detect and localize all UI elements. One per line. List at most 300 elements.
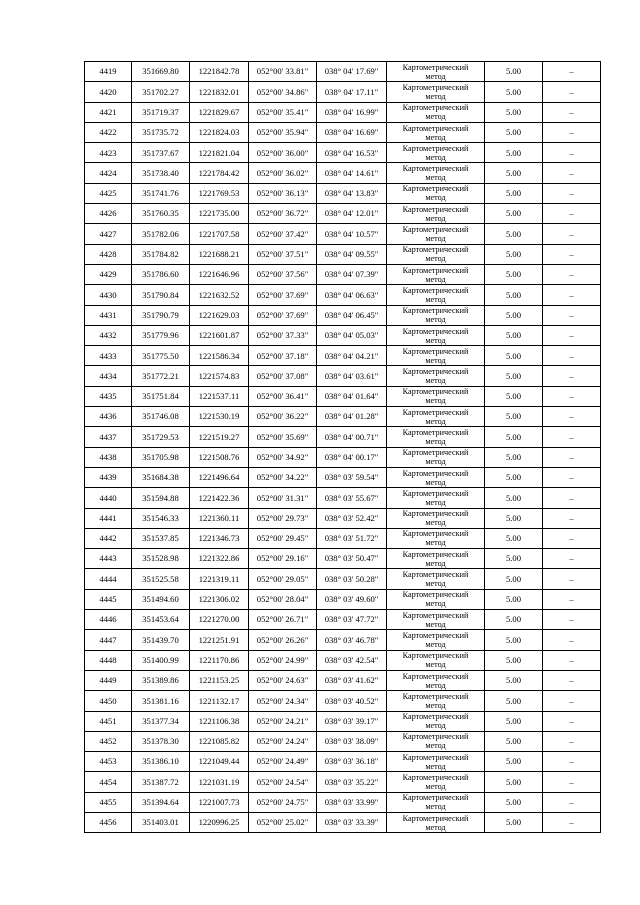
accuracy-cell: 5.00 (485, 610, 543, 630)
method-cell (387, 366, 485, 386)
method-line: метод (425, 761, 446, 771)
point-number-cell: 4426 (85, 204, 132, 224)
longitude-cell: 038° 03' 46.78" (317, 630, 387, 650)
point-number-cell: 4427 (85, 224, 132, 244)
method-cell (387, 143, 485, 163)
x-coordinate-cell: 351772.21 (132, 366, 190, 386)
method-line: метод (425, 274, 446, 284)
table-row (85, 610, 601, 630)
accuracy-cell: 5.00 (485, 549, 543, 569)
point-number-cell: 4424 (85, 163, 132, 183)
point-number-cell: 4425 (85, 183, 132, 203)
longitude-cell: 038° 04' 16.53" (317, 143, 387, 163)
method-line: метод (425, 71, 446, 81)
table-row (85, 528, 601, 548)
y-coordinate-cell: 1221842.78 (190, 62, 249, 82)
method-line: метод (425, 213, 446, 223)
method-line: Картометрический (402, 245, 469, 255)
latitude-cell: 052°00' 24.54" (249, 772, 317, 792)
y-coordinate-cell: 1221422.36 (190, 488, 249, 508)
method-line: метод (425, 376, 446, 386)
longitude-cell: 038° 03' 39.17" (317, 711, 387, 731)
point-number-cell: 4453 (85, 752, 132, 772)
method-line: метод (425, 741, 446, 751)
x-coordinate-cell: 351719.37 (132, 102, 190, 122)
table-row (85, 650, 601, 670)
latitude-cell: 052°00' 28.04" (249, 589, 317, 609)
x-coordinate-cell: 351790.84 (132, 285, 190, 305)
longitude-cell: 038° 04' 09.55" (317, 244, 387, 264)
longitude-cell: 038° 04' 14.61" (317, 163, 387, 183)
accuracy-cell: 5.00 (485, 467, 543, 487)
longitude-cell: 038° 03' 33.39" (317, 812, 387, 832)
method-line: метод (425, 91, 446, 101)
method-cell (387, 508, 485, 528)
x-coordinate-cell: 351786.60 (132, 264, 190, 284)
table-row (85, 467, 601, 487)
method-line: метод (425, 579, 446, 589)
longitude-cell: 038° 04' 16.99" (317, 102, 387, 122)
x-coordinate-cell: 351400.99 (132, 650, 190, 670)
y-coordinate-cell: 1221007.73 (190, 792, 249, 812)
accuracy-cell: 5.00 (485, 589, 543, 609)
coordinates-table (84, 61, 601, 833)
note-cell: – (543, 752, 601, 772)
point-number-cell: 4437 (85, 427, 132, 447)
method-line: метод (425, 112, 446, 122)
longitude-cell: 038° 03' 42.54" (317, 650, 387, 670)
point-number-cell: 4430 (85, 285, 132, 305)
method-cell (387, 427, 485, 447)
note-cell: – (543, 589, 601, 609)
method-line: метод (425, 436, 446, 446)
method-line: метод (425, 619, 446, 629)
x-coordinate-cell: 351738.40 (132, 163, 190, 183)
note-cell: – (543, 447, 601, 467)
latitude-cell: 052°00' 35.69" (249, 427, 317, 447)
latitude-cell: 052°00' 29.73" (249, 508, 317, 528)
accuracy-cell: 5.00 (485, 488, 543, 508)
x-coordinate-cell: 351737.67 (132, 143, 190, 163)
latitude-cell: 052°00' 24.24" (249, 731, 317, 751)
table-row (85, 82, 601, 102)
note-cell: – (543, 772, 601, 792)
method-line: Картометрический (402, 346, 469, 356)
table-row (85, 244, 601, 264)
note-cell: – (543, 630, 601, 650)
note-cell: – (543, 792, 601, 812)
y-coordinate-cell: 1221153.25 (190, 670, 249, 690)
x-coordinate-cell: 351669.80 (132, 62, 190, 82)
latitude-cell: 052°00' 37.56" (249, 264, 317, 284)
table-row (85, 407, 601, 427)
note-cell: – (543, 285, 601, 305)
method-line: метод (425, 132, 446, 142)
note-cell: – (543, 549, 601, 569)
note-cell: – (543, 528, 601, 548)
method-cell (387, 325, 485, 345)
method-cell (387, 528, 485, 548)
method-line: Картометрический (402, 793, 469, 803)
accuracy-cell: 5.00 (485, 325, 543, 345)
y-coordinate-cell: 1221829.67 (190, 102, 249, 122)
y-coordinate-cell: 1221306.02 (190, 589, 249, 609)
accuracy-cell: 5.00 (485, 305, 543, 325)
method-cell (387, 549, 485, 569)
method-line: метод (425, 599, 446, 609)
method-line: Картометрический (402, 549, 469, 559)
latitude-cell: 052°00' 37.69" (249, 285, 317, 305)
accuracy-cell: 5.00 (485, 650, 543, 670)
note-cell: – (543, 427, 601, 447)
point-number-cell: 4440 (85, 488, 132, 508)
method-line: Картометрический (402, 529, 469, 539)
note-cell: – (543, 204, 601, 224)
note-cell: – (543, 670, 601, 690)
method-line: Картометрический (402, 488, 469, 498)
table-row (85, 569, 601, 589)
x-coordinate-cell: 351381.16 (132, 691, 190, 711)
longitude-cell: 038° 03' 47.72" (317, 610, 387, 630)
accuracy-cell: 5.00 (485, 427, 543, 447)
point-number-cell: 4429 (85, 264, 132, 284)
note-cell: – (543, 264, 601, 284)
note-cell: – (543, 183, 601, 203)
point-number-cell: 4438 (85, 447, 132, 467)
table-row (85, 224, 601, 244)
x-coordinate-cell: 351790.79 (132, 305, 190, 325)
method-cell (387, 447, 485, 467)
latitude-cell: 052°00' 25.02" (249, 812, 317, 832)
y-coordinate-cell: 1221646.96 (190, 264, 249, 284)
point-number-cell: 4433 (85, 346, 132, 366)
y-coordinate-cell: 1221832.01 (190, 82, 249, 102)
note-cell: – (543, 812, 601, 832)
method-line: метод (425, 558, 446, 568)
point-number-cell: 4428 (85, 244, 132, 264)
longitude-cell: 038° 04' 03.61" (317, 366, 387, 386)
method-line: Картометрический (402, 326, 469, 336)
y-coordinate-cell: 1221769.53 (190, 183, 249, 203)
latitude-cell: 052°00' 36.00" (249, 143, 317, 163)
method-cell (387, 731, 485, 751)
method-line: метод (425, 173, 446, 183)
longitude-cell: 038° 03' 49.60" (317, 589, 387, 609)
method-line: метод (425, 457, 446, 467)
method-cell (387, 610, 485, 630)
method-line: Картометрический (402, 813, 469, 823)
accuracy-cell: 5.00 (485, 62, 543, 82)
longitude-cell: 038° 04' 17.11" (317, 82, 387, 102)
table-row (85, 508, 601, 528)
method-line: Картометрический (402, 630, 469, 640)
table-row (85, 163, 601, 183)
method-cell (387, 467, 485, 487)
note-cell: – (543, 163, 601, 183)
longitude-cell: 038° 04' 01.28" (317, 407, 387, 427)
accuracy-cell: 5.00 (485, 752, 543, 772)
longitude-cell: 038° 04' 00.71" (317, 427, 387, 447)
y-coordinate-cell: 1221270.00 (190, 610, 249, 630)
table-row (85, 346, 601, 366)
y-coordinate-cell: 1221031.19 (190, 772, 249, 792)
y-coordinate-cell: 1221519.27 (190, 427, 249, 447)
accuracy-cell: 5.00 (485, 244, 543, 264)
method-line: Картометрический (402, 691, 469, 701)
method-line: Картометрический (402, 306, 469, 316)
accuracy-cell: 5.00 (485, 346, 543, 366)
table-row (85, 670, 601, 690)
x-coordinate-cell: 351760.35 (132, 204, 190, 224)
method-cell (387, 569, 485, 589)
note-cell: – (543, 102, 601, 122)
note-cell: – (543, 305, 601, 325)
method-line: метод (425, 822, 446, 832)
point-number-cell: 4431 (85, 305, 132, 325)
x-coordinate-cell: 351453.64 (132, 610, 190, 630)
point-number-cell: 4456 (85, 812, 132, 832)
accuracy-cell: 5.00 (485, 163, 543, 183)
method-line: Картометрический (402, 285, 469, 295)
method-cell (387, 407, 485, 427)
y-coordinate-cell: 1221784.42 (190, 163, 249, 183)
y-coordinate-cell: 1221360.11 (190, 508, 249, 528)
method-line: метод (425, 680, 446, 690)
latitude-cell: 052°00' 37.18" (249, 346, 317, 366)
x-coordinate-cell: 351594.88 (132, 488, 190, 508)
method-line: Картометрический (402, 671, 469, 681)
method-line: Картометрический (402, 204, 469, 214)
note-cell: – (543, 224, 601, 244)
method-line: Картометрический (402, 164, 469, 174)
point-number-cell: 4455 (85, 792, 132, 812)
method-line: метод (425, 782, 446, 792)
latitude-cell: 052°00' 29.45" (249, 528, 317, 548)
point-number-cell: 4421 (85, 102, 132, 122)
latitude-cell: 052°00' 36.13" (249, 183, 317, 203)
latitude-cell: 052°00' 24.49" (249, 752, 317, 772)
y-coordinate-cell: 1221170.86 (190, 650, 249, 670)
table-row (85, 731, 601, 751)
method-line: Картометрический (402, 265, 469, 275)
longitude-cell: 038° 03' 50.47" (317, 549, 387, 569)
point-number-cell: 4435 (85, 386, 132, 406)
table-row (85, 366, 601, 386)
method-line: Картометрический (402, 184, 469, 194)
accuracy-cell: 5.00 (485, 630, 543, 650)
y-coordinate-cell: 1221735.00 (190, 204, 249, 224)
table-row (85, 204, 601, 224)
accuracy-cell: 5.00 (485, 366, 543, 386)
note-cell: – (543, 244, 601, 264)
table-row (85, 752, 601, 772)
accuracy-cell: 5.00 (485, 812, 543, 832)
method-cell (387, 589, 485, 609)
latitude-cell: 052°00' 36.02" (249, 163, 317, 183)
method-line: метод (425, 477, 446, 487)
x-coordinate-cell: 351378.30 (132, 731, 190, 751)
x-coordinate-cell: 351525.58 (132, 569, 190, 589)
table-body (85, 62, 601, 833)
y-coordinate-cell: 1221688.21 (190, 244, 249, 264)
y-coordinate-cell: 1221132.17 (190, 691, 249, 711)
method-line: метод (425, 355, 446, 365)
x-coordinate-cell: 351403.01 (132, 812, 190, 832)
y-coordinate-cell: 1221496.64 (190, 467, 249, 487)
note-cell: – (543, 691, 601, 711)
point-number-cell: 4446 (85, 610, 132, 630)
accuracy-cell: 5.00 (485, 204, 543, 224)
latitude-cell: 052°00' 34.92" (249, 447, 317, 467)
accuracy-cell: 5.00 (485, 670, 543, 690)
y-coordinate-cell: 1221085.82 (190, 731, 249, 751)
y-coordinate-cell: 1221049.44 (190, 752, 249, 772)
y-coordinate-cell: 1221530.19 (190, 407, 249, 427)
note-cell: – (543, 488, 601, 508)
longitude-cell: 038° 04' 10.57" (317, 224, 387, 244)
method-line: метод (425, 315, 446, 325)
latitude-cell: 052°00' 33.81" (249, 62, 317, 82)
note-cell: – (543, 366, 601, 386)
method-line: Картометрический (402, 407, 469, 417)
accuracy-cell: 5.00 (485, 772, 543, 792)
method-cell (387, 244, 485, 264)
x-coordinate-cell: 351705.98 (132, 447, 190, 467)
note-cell: – (543, 711, 601, 731)
latitude-cell: 052°00' 37.69" (249, 305, 317, 325)
method-line: метод (425, 193, 446, 203)
x-coordinate-cell: 351746.08 (132, 407, 190, 427)
y-coordinate-cell: 1221821.04 (190, 143, 249, 163)
method-line: метод (425, 538, 446, 548)
longitude-cell: 038° 03' 51.72" (317, 528, 387, 548)
latitude-cell: 052°00' 36.72" (249, 204, 317, 224)
method-cell (387, 183, 485, 203)
table-row (85, 792, 601, 812)
longitude-cell: 038° 03' 36.18" (317, 752, 387, 772)
method-line: Картометрический (402, 570, 469, 580)
accuracy-cell: 5.00 (485, 508, 543, 528)
longitude-cell: 038° 04' 16.69" (317, 122, 387, 142)
note-cell: – (543, 467, 601, 487)
longitude-cell: 038° 04' 06.63" (317, 285, 387, 305)
y-coordinate-cell: 1221824.03 (190, 122, 249, 142)
method-cell (387, 305, 485, 325)
latitude-cell: 052°00' 35.41" (249, 102, 317, 122)
accuracy-cell: 5.00 (485, 102, 543, 122)
method-cell (387, 812, 485, 832)
x-coordinate-cell: 351389.86 (132, 670, 190, 690)
longitude-cell: 038° 04' 13.83" (317, 183, 387, 203)
table-row (85, 630, 601, 650)
x-coordinate-cell: 351775.50 (132, 346, 190, 366)
x-coordinate-cell: 351782.06 (132, 224, 190, 244)
latitude-cell: 052°00' 29.16" (249, 549, 317, 569)
method-line: Картометрический (402, 732, 469, 742)
x-coordinate-cell: 351684.38 (132, 467, 190, 487)
latitude-cell: 052°00' 37.42" (249, 224, 317, 244)
method-line: Картометрический (402, 367, 469, 377)
accuracy-cell: 5.00 (485, 82, 543, 102)
y-coordinate-cell: 1221508.76 (190, 447, 249, 467)
method-line: метод (425, 234, 446, 244)
method-line: метод (425, 294, 446, 304)
note-cell: – (543, 731, 601, 751)
latitude-cell: 052°00' 35.94" (249, 122, 317, 142)
note-cell: – (543, 650, 601, 670)
latitude-cell: 052°00' 24.99" (249, 650, 317, 670)
method-cell (387, 772, 485, 792)
point-number-cell: 4436 (85, 407, 132, 427)
point-number-cell: 4447 (85, 630, 132, 650)
longitude-cell: 038° 03' 40.52" (317, 691, 387, 711)
point-number-cell: 4449 (85, 670, 132, 690)
x-coordinate-cell: 351386.10 (132, 752, 190, 772)
longitude-cell: 038° 03' 59.54" (317, 467, 387, 487)
table-row (85, 386, 601, 406)
y-coordinate-cell: 1221346.73 (190, 528, 249, 548)
method-line: метод (425, 497, 446, 507)
y-coordinate-cell: 1221574.83 (190, 366, 249, 386)
method-line: Картометрический (402, 448, 469, 458)
longitude-cell: 038° 03' 52.42" (317, 508, 387, 528)
method-line: метод (425, 518, 446, 528)
y-coordinate-cell: 1221251.91 (190, 630, 249, 650)
accuracy-cell: 5.00 (485, 569, 543, 589)
x-coordinate-cell: 351735.72 (132, 122, 190, 142)
method-line: Картометрический (402, 62, 469, 72)
method-line: Картометрический (402, 82, 469, 92)
accuracy-cell: 5.00 (485, 224, 543, 244)
latitude-cell: 052°00' 36.22" (249, 407, 317, 427)
latitude-cell: 052°00' 36.41" (249, 386, 317, 406)
latitude-cell: 052°00' 34.86" (249, 82, 317, 102)
table-row (85, 589, 601, 609)
method-line: Картометрический (402, 427, 469, 437)
method-line: Картометрический (402, 590, 469, 600)
accuracy-cell: 5.00 (485, 386, 543, 406)
table-row (85, 711, 601, 731)
table-row (85, 427, 601, 447)
point-number-cell: 4454 (85, 772, 132, 792)
point-number-cell: 4420 (85, 82, 132, 102)
method-cell (387, 752, 485, 772)
longitude-cell: 038° 03' 55.67" (317, 488, 387, 508)
x-coordinate-cell: 351528.98 (132, 549, 190, 569)
note-cell: – (543, 325, 601, 345)
method-cell (387, 650, 485, 670)
latitude-cell: 052°00' 26.71" (249, 610, 317, 630)
table-row (85, 447, 601, 467)
point-number-cell: 4434 (85, 366, 132, 386)
point-number-cell: 4450 (85, 691, 132, 711)
table-row (85, 691, 601, 711)
table-row (85, 183, 601, 203)
y-coordinate-cell: 1221319.11 (190, 569, 249, 589)
method-cell (387, 102, 485, 122)
x-coordinate-cell: 351537.85 (132, 528, 190, 548)
point-number-cell: 4451 (85, 711, 132, 731)
y-coordinate-cell: 1220996.25 (190, 812, 249, 832)
method-cell (387, 691, 485, 711)
table-row (85, 305, 601, 325)
method-line: метод (425, 700, 446, 710)
x-coordinate-cell: 351729.53 (132, 427, 190, 447)
longitude-cell: 038° 03' 33.99" (317, 792, 387, 812)
y-coordinate-cell: 1221537.11 (190, 386, 249, 406)
note-cell: – (543, 407, 601, 427)
table-row (85, 62, 601, 82)
